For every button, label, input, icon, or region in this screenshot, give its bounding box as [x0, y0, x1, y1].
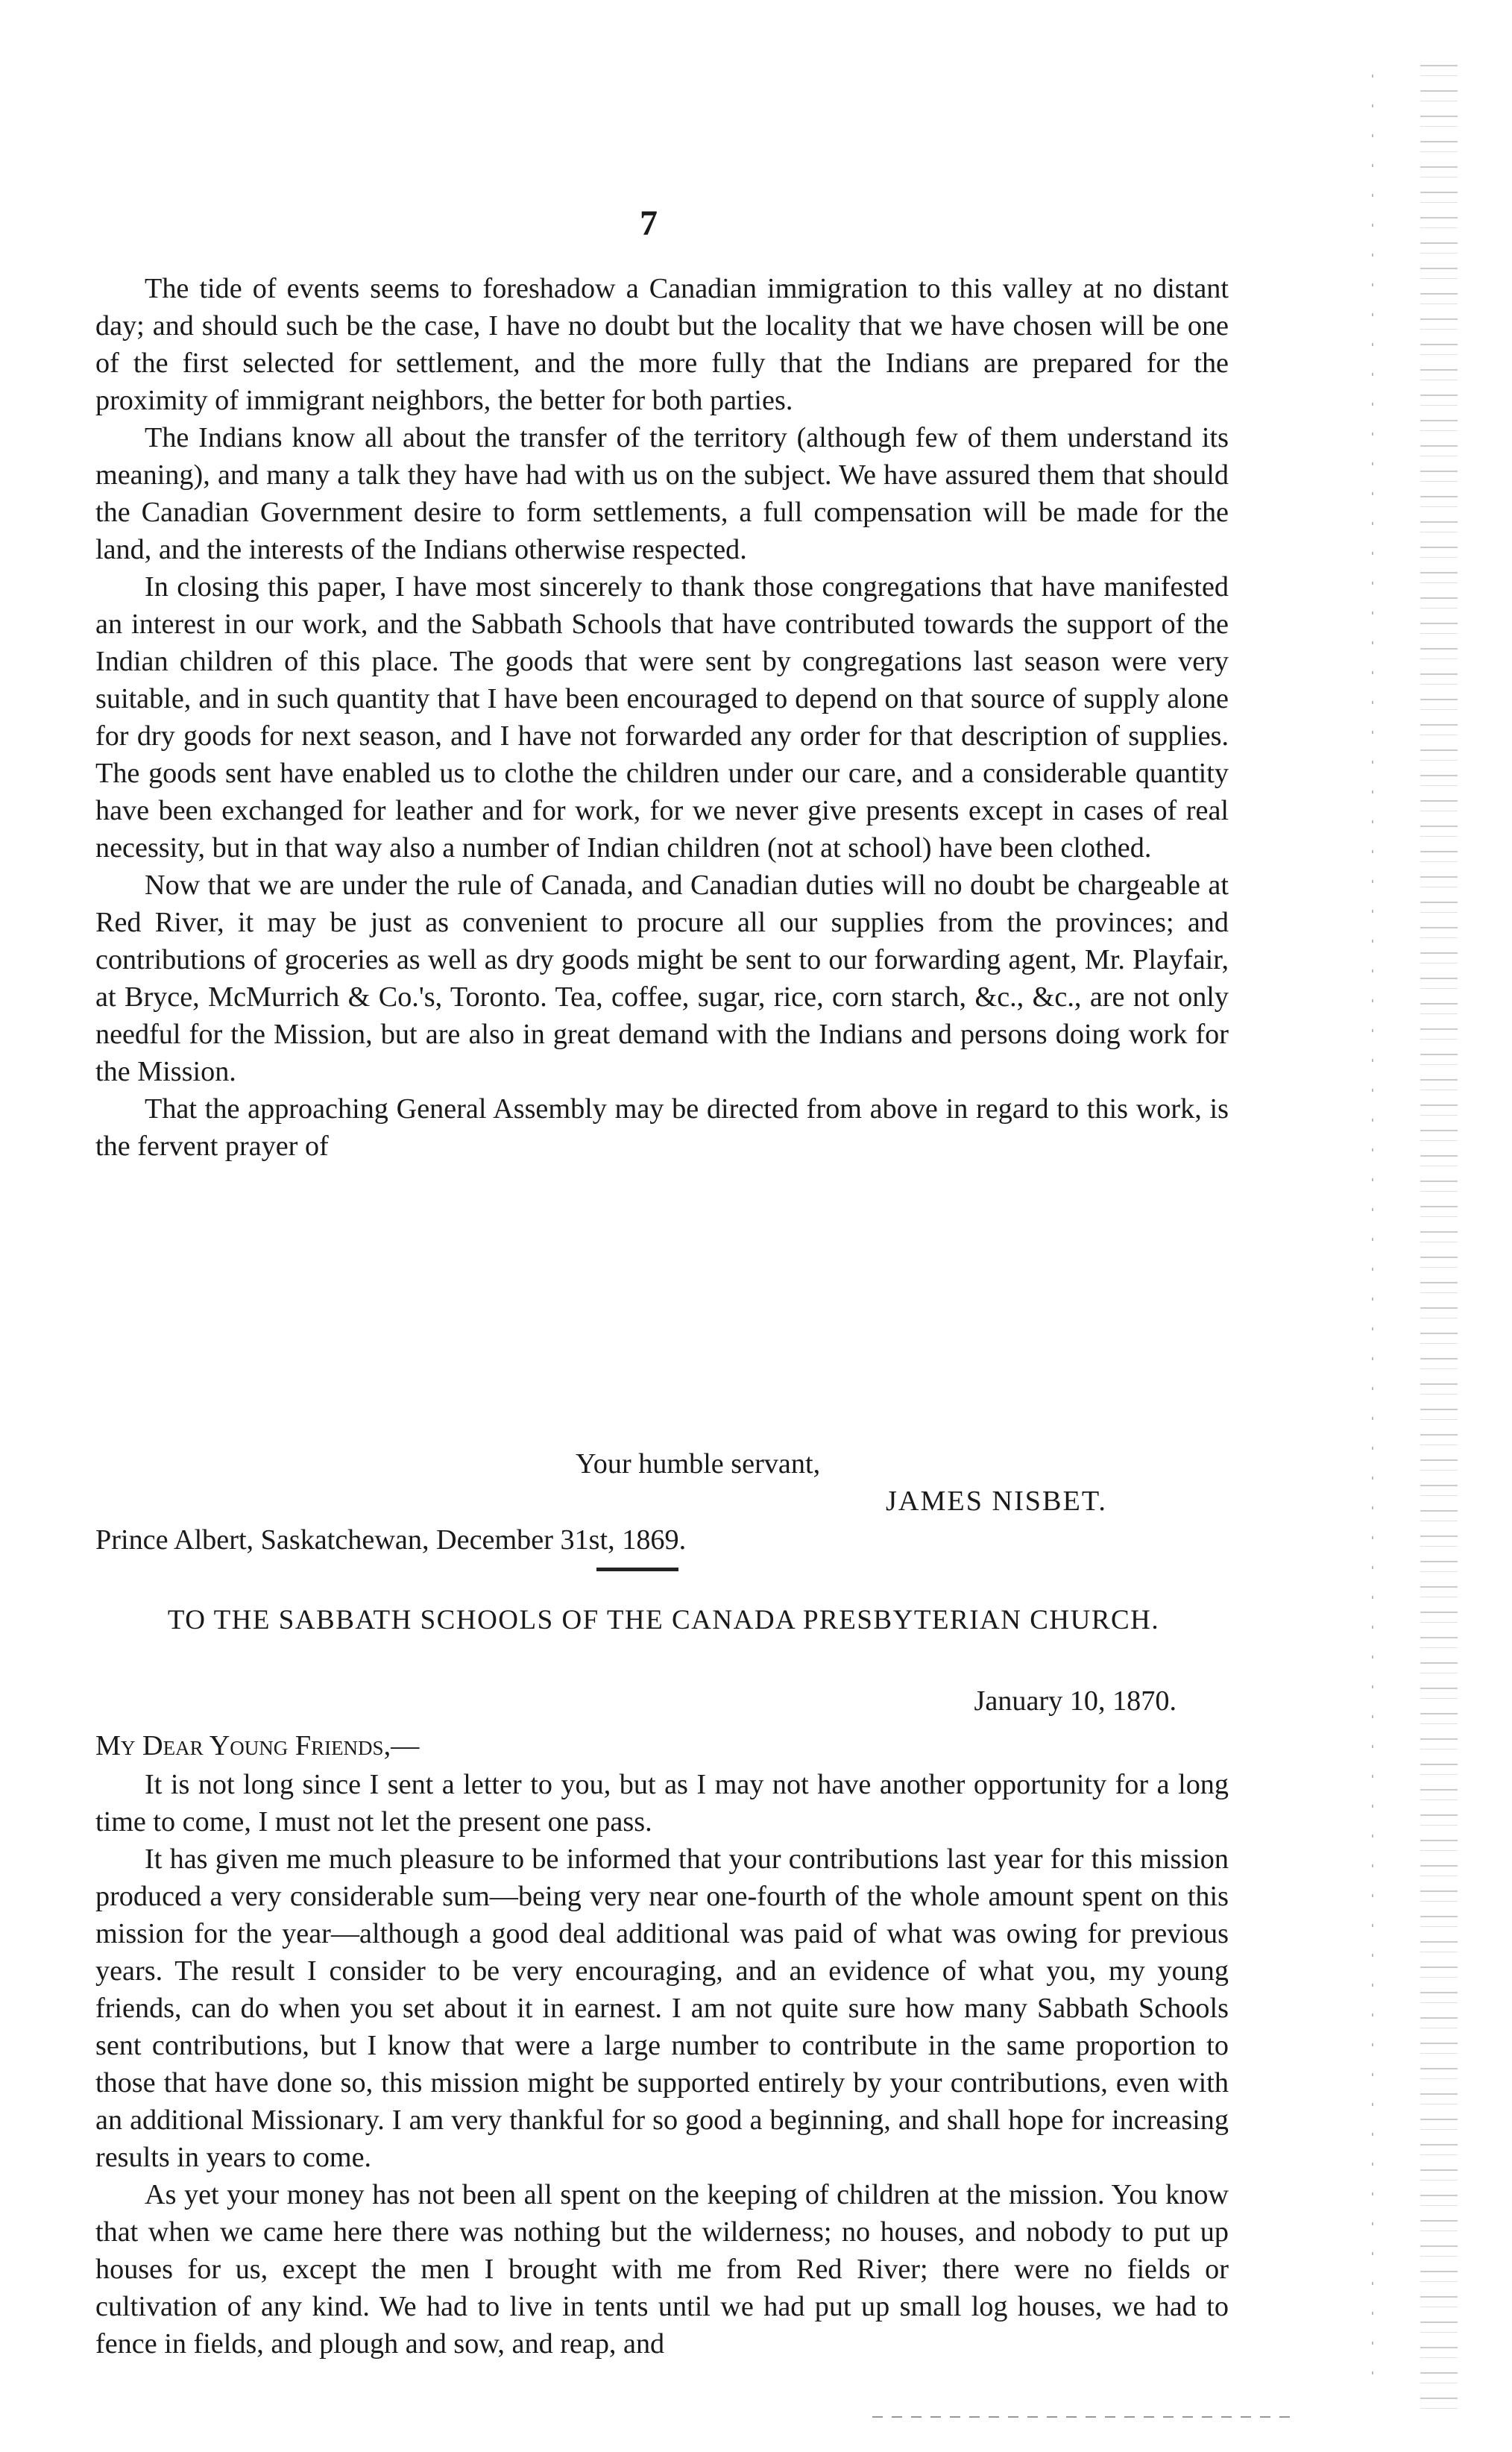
paragraph: In closing this paper, I have most sincerely to thank those congregations that have manifested an interest in our work, and the Sabbath Schools that have contributed towards the support of the Indian children of this place. The goods that were sent by congregations last season were very suitable, and in such quantity that I have been encouraged to depend on that source of supply alone for dry goods for next season, and I have not forwarded any order for that description of supplies. The goods sent have enabled us to clothe the children under our care, and a considerable quantity have been exchanged for leather and for work, for we never give presents except in cases of real necessity, but in that way also a number of Indian children (not at school) have been clothed.	[95, 571, 1229, 864]
dateline: Prince Albert, Saskatchewan, December 31st, 1869.	[95, 1524, 687, 1556]
paragraph: Now that we are under the rule of Canada, and Canadian duties will no doubt be chargeable at Red River, it may be just as convenient to procure all our supplies from the provinces; and contributions of groceries as well as dry goods might be sent to our forwarding agent, Mr. Playfair, at Bryce, McMurrich & Co.'s, Toronto. Tea, coffee, sugar, rice, corn starch, &c., &c., are not only needful for the Mission, but are also in great demand with the Indians and persons doing work for the Mission.	[95, 870, 1229, 1087]
section-divider	[596, 1568, 678, 1571]
section-heading: TO THE SABBATH SCHOOLS OF THE CANADA PRESBYTERIAN CHURCH.	[167, 1605, 1160, 1635]
closing-line: Your humble servant,	[576, 1448, 821, 1480]
paragraph: It has given me much pleasure to be informed that your contributions last year for this mission produced a very considerable sum—being very near one-fourth of the whole amount spent on this mission for the year—although a good deal additional was paid of what was owing for previous years. The result I consider to be very encouraging, and an evidence of what you, my young friends, can do when you set about it in earnest. I am not quite sure how many Sabbath Schools sent contributions, but I know that were a large number to contribute in the same proportion to those that have done so, this mission might be supported entirely by your contributions, even with an additional Missionary. I am very thankful for so good a beginning, and shall hope for increasing results in years to come.	[95, 1843, 1229, 2173]
paragraph: That the approaching General Assembly may be directed from above in regard to this work, is the fervent prayer of	[95, 1093, 1229, 1162]
letter-date: January 10, 1870.	[974, 1685, 1176, 1717]
scan-margin-line	[1372, 75, 1373, 2401]
letter-two-body	[95, 1766, 1229, 2363]
scan-edge-noise	[1420, 60, 1458, 2416]
paragraph: As yet your money has not been all spent on the keeping of children at the mission. You know that when we came here there was nothing but the wilderness; no houses, and nobody to put up houses for us, except the men I brought with me from Red River; there were no fields or cultivation of any kind. We had to live in tents until we had put up small log houses, we had to fence in fields, and plough and sow, and reap, and	[95, 2179, 1229, 2360]
paragraph: The tide of events seems to foreshadow a Canadian immigration to this valley at no distant day; and should such be the case, I have no doubt but the locality that we have chosen will be one of the first selected for settlement, and the more fully that the Indians are prepared for the proximity of immigrant neighbors, the better for both parties.	[95, 273, 1229, 416]
paragraph: It is not long since I sent a letter to you, but as I may not have another opportunity for a long time to come, I must not let the present one pass.	[95, 1769, 1229, 1838]
salutation: My Dear Young Friends,—	[95, 1730, 420, 1761]
signature: JAMES NISBET.	[886, 1486, 1107, 1517]
paragraph: The Indians know all about the transfer of the territory (although few of them understand its meaning), and many a talk they have had with us on the subject. We have assured them that should the Canadian Government desire to form settlements, a full compensation will be made for the land, and the interests of the Indians otherwise respected.	[95, 422, 1229, 565]
scan-bottom-dash	[872, 2416, 1290, 2418]
page-number: 7	[640, 204, 658, 243]
letter-one-body	[95, 270, 1229, 1165]
